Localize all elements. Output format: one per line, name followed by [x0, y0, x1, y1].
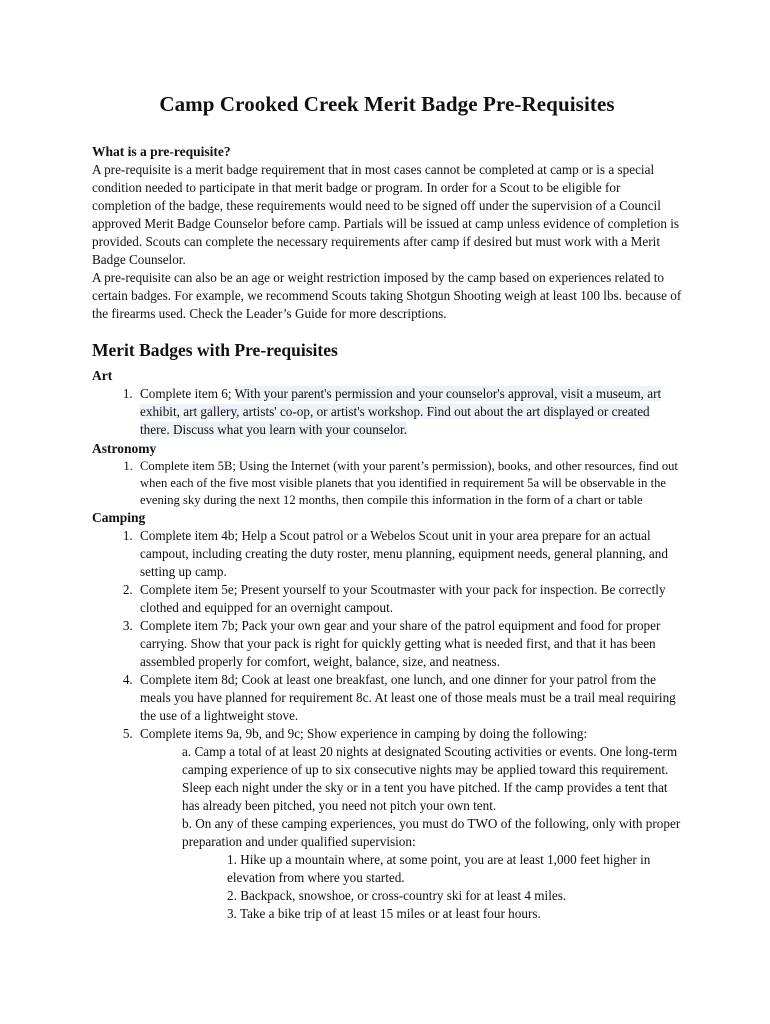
section-heading: Merit Badges with Pre-requisites: [92, 340, 338, 360]
astronomy-list: [92, 458, 682, 509]
camping-item-1: 1. Complete item 4b; Help a Scout patrol or a Webelos Scout unit in your area prepare for an actual campout, including creating the duty roster, menu planning, equipment needs, general planning, and setting up camp.: [136, 527, 682, 581]
art-list: [92, 385, 682, 439]
camping-sub-b-item-2: 2. Backpack, snowshoe, or cross-country ski for at least 4 miles.: [227, 888, 567, 903]
art-heading: Art: [92, 368, 113, 383]
intro-heading: What is a pre-requisite?: [92, 144, 231, 159]
camping-item-4: 4. Complete item 8d; Cook at least one breakfast, one lunch, and one dinner for your patrol from the meals you have planned for requirement 8c. At least one of those meals must be a trail meal requiring the use of a lightweight stove.: [136, 671, 682, 725]
camping-item-5: 5. Complete items 9a, 9b, and 9c; Show experience in camping by doing the following:: [136, 725, 682, 743]
page-title: Camp Crooked Creek Merit Badge Pre-Requisites: [159, 92, 615, 116]
camping-sub-b-item-1: 1. Hike up a mountain where, at some point, you are at least 1,000 feet higher in elevation from where you started.: [227, 852, 651, 885]
camping-sub-b-item-3: 3. Take a bike trip of at least 15 miles or at least four hours.: [227, 906, 541, 921]
art-item-1-prefix: Complete item 6;: [140, 386, 235, 401]
intro-paragraph-2: A pre-requisite can also be an age or weight restriction imposed by the camp based on experiences related to certain badges. For example, we recommend Scouts taking Shotgun Shooting weigh at least 100 lbs. because of the firearms used. Check the Leader’s Guide for more descriptions.: [92, 270, 682, 321]
intro-paragraph-1: A pre-requisite is a merit badge requirement that in most cases cannot be completed at camp or is a special condition needed to participate in that merit badge or program. In order for a Scout to be eligible for completion of the badge, these requirements would need to be signed off under the supervision of a Council approved Merit Badge Counselor before camp. Partials will be issued at camp unless evidence of completion is provided. Scouts can complete the necessary requirements after camp if desired but must work with a Merit Badge Counselor.: [92, 162, 680, 267]
camping-item-2: 2. Complete item 5e; Present yourself to your Scoutmaster with your pack for inspection. Be correctly clothed and equipped for an overnight campout.: [136, 581, 682, 617]
camping-list: [92, 527, 682, 743]
camping-sub-b: b. On any of these camping experiences, you must do TWO of the following, only with proper preparation and under qualified supervision:: [182, 816, 681, 849]
camping-heading: Camping: [92, 510, 146, 525]
camping-item-3: 3. Complete item 7b; Pack your own gear and your share of the patrol equipment and food for proper carrying. Show that your pack is right for quickly getting what is needed first, and that it has been assembled properly for comfort, weight, balance, size, and neatness.: [136, 617, 682, 671]
astronomy-heading: Astronomy: [92, 441, 157, 456]
art-item-1-text: With your parent's permission and your counselor's approval, visit a museum, art exhibit, art gallery, artists' co-op, or artist's workshop. Find out about the art displayed or created there. Discuss what you learn with your counselor.: [140, 386, 662, 437]
astronomy-item-1: [136, 458, 682, 509]
art-item-1: [136, 385, 682, 439]
camping-sub-a: a. Camp a total of at least 20 nights at designated Scouting activities or events. One long-term camping experience of up to six consecutive nights may be applied toward this requirement. Sleep each night under the sky or in a tent you have pitched. If the camp provides a tent that has already been pitched, you need not pitch your own tent.: [182, 744, 678, 813]
astronomy-item-1-text: Using the Internet (with your parent’s permission), books, and other resources, find out when each of the five most visible planets that you identified in requirement 5a will be observable in the evening sky during the next 12 months, then compile this information in the form of a chart or table: [140, 459, 678, 507]
astronomy-item-1-prefix: Complete item 5B;: [140, 459, 239, 473]
